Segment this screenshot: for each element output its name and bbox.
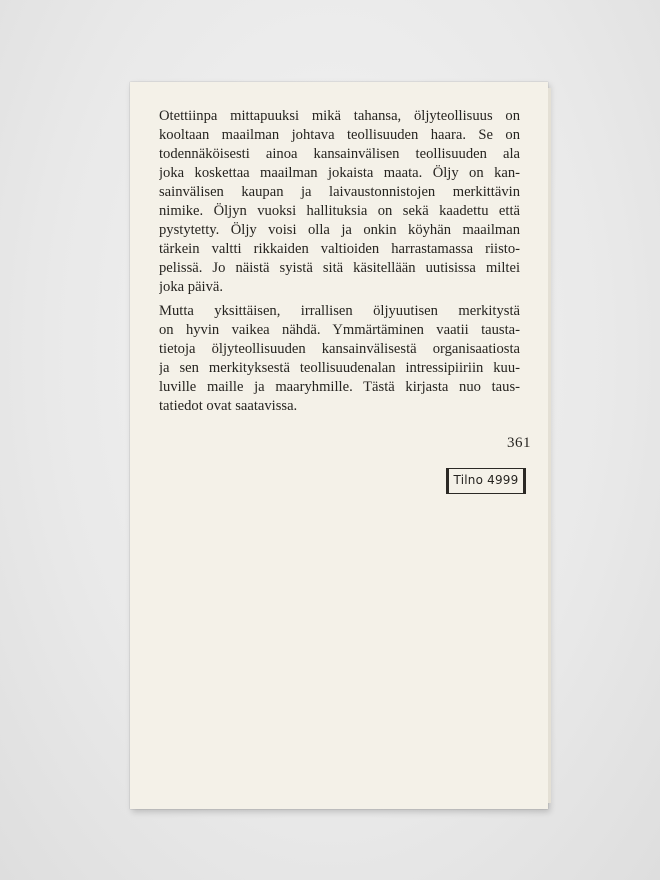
text-line: joka päivä. [159,279,224,295]
text-line: todennäköisesti ainoa kansainvälisen teollisuuden ala [159,146,520,162]
text-line: pelissä. Jo näistä syistä sitä käsitellään uutisissa miltei [159,260,520,276]
text-line: on hyvin vaikea nähdä. Ymmärtäminen vaatii tausta- [159,322,520,338]
text-line: sainvälisen kaupan ja laivaustonnistojen merkittävin [159,184,520,200]
blurb-paragraph [159,107,520,297]
text-line: Mutta yksittäisen, irrallisen öljyuutisen merkitystä [159,303,520,319]
text-line: luville maille ja maaryhmille. Tästä kirjasta nuo taus- [159,379,520,395]
blurb-paragraph [159,302,520,416]
page-edges [548,88,551,803]
blurb-text [159,107,520,416]
text-line: ja sen merkityksestä teollisuudenalan intressipiiriin kuu- [159,360,520,376]
book-back-cover [130,82,548,809]
text-line: Otettiinpa mittapuuksi mikä tahansa, öljyteollisuus on [159,108,520,124]
order-code-box [446,468,526,494]
text-line: nimike. Öljyn vuoksi hallituksia on sekä kaadettu että [159,203,520,219]
text-line: tatiedot ovat saatavissa. [159,398,298,414]
text-line: joka koskettaa maailman jokaista maata. Öljy on kan- [159,165,520,181]
page-number: 361 [507,435,531,451]
text-line: tärkein valtti rikkaiden valtioiden harrastamassa riisto- [159,241,520,257]
text-line: kooltaan maailman johtava teollisuuden haara. Se on [159,127,520,143]
order-code: Tilno 4999 [453,473,519,487]
text-line: tietoja öljyteollisuuden kansainvälisestä organisaatiosta [159,341,520,357]
text-line: pystytetty. Öljy voisi olla ja onkin köyhän maailman [159,222,520,238]
